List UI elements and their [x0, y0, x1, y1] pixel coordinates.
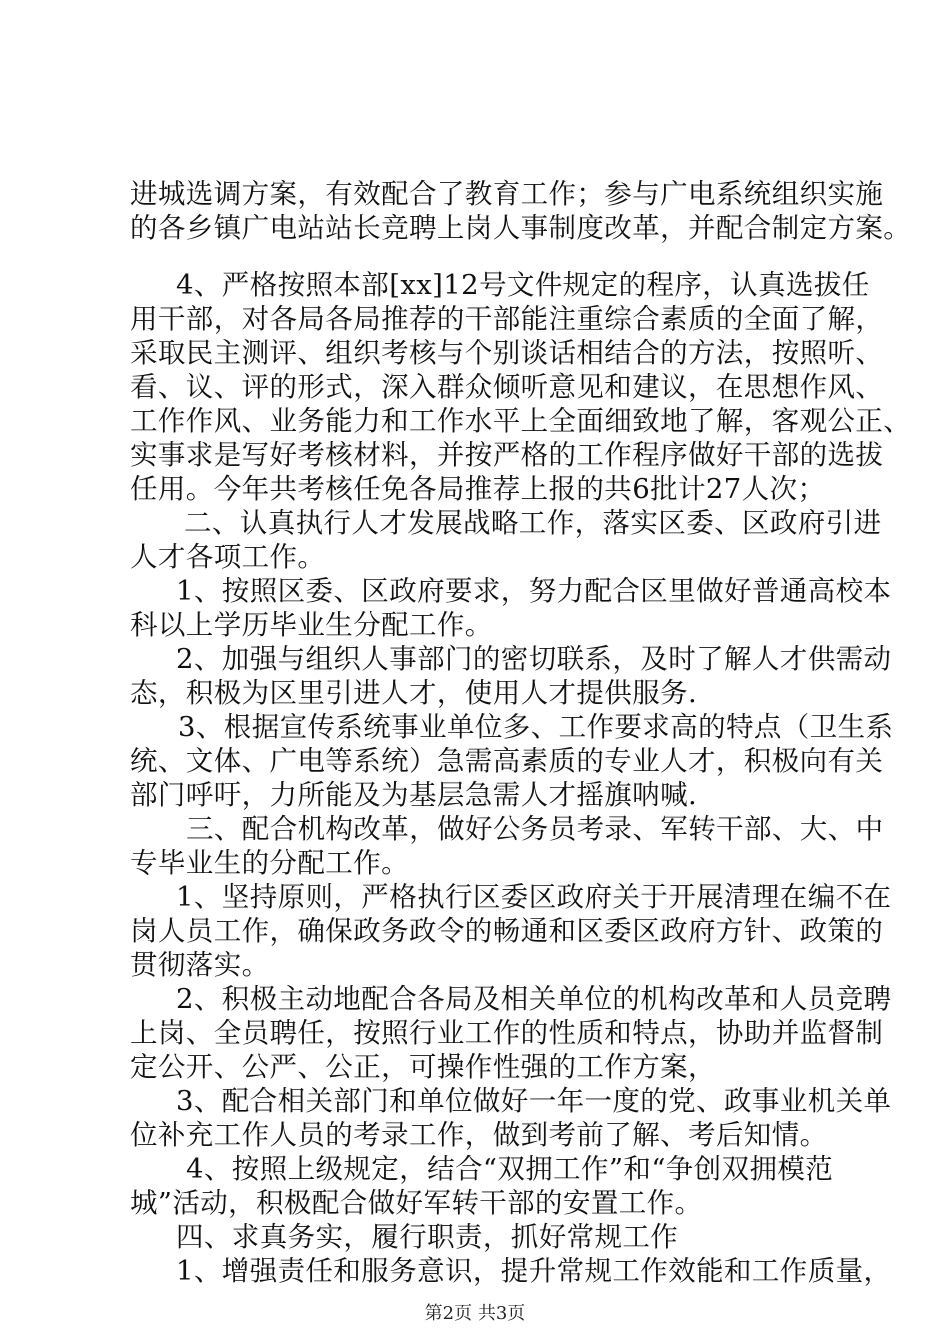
text-line: 1、按照区委、区政府要求，努力配合区里做好普通高校本 [176, 575, 892, 607]
text-line: 上岗、全员聘任，按照行业工作的性质和特点，协助并监督制 [130, 1017, 884, 1049]
section-heading: 四、求真务实，履行职责，抓好常规工作 [176, 1221, 679, 1253]
text-line: 任用。今年共考核任免各局推荐上报的共6批计27人次； [130, 473, 826, 505]
section-heading: 三、配合机构改革，做好公务员考录、军转干部、大、中 [186, 813, 884, 845]
text-line: 岗人员工作，确保政务政令的畅通和区委区政府方针、政策的 [130, 915, 884, 947]
text-line: 看、议、评的形式，深入群众倾听意见和建议，在思想作风、 [130, 371, 884, 403]
text-line: 工作作风、业务能力和工作水平上全面细致地了解，客观公正、 [130, 405, 912, 437]
text-line: 4、严格按照本部[xx]12号文件规定的程序，认真选拔任 [176, 269, 870, 301]
text-line: 位补充工作人员的考录工作，做到考前了解、考后知情。 [130, 1119, 828, 1151]
text-line: 实事求是写好考核材料，并按严格的工作程序做好干部的选拔 [130, 439, 884, 471]
text-line: 部门呼吁，力所能及为基层急需人才摇旗呐喊. [130, 779, 698, 811]
text-line: 3、根据宣传系统事业单位多、工作要求高的特点（卫生系 [178, 711, 894, 743]
text-line: 2、积极主动地配合各局及相关单位的机构改革和人员竞聘 [176, 983, 892, 1015]
text-line: 科以上学历毕业生分配工作。 [130, 609, 493, 641]
text-line: 贯彻落实。 [130, 949, 270, 981]
text-line: 用干部，对各局各局推荐的干部能注重综合素质的全面了解， [130, 303, 884, 335]
text-line: 统、文体、广电等系统）急需高素质的专业人才，积极向有关 [130, 745, 884, 777]
text-line: 采取民主测评、组织考核与个别谈话相结合的方法，按照听、 [130, 337, 884, 369]
text-line: 进城选调方案，有效配合了教育工作；参与广电系统组织实施 [130, 178, 884, 210]
text-line: 2、加强与组织人事部门的密切联系，及时了解人才供需动 [176, 643, 892, 675]
text-line: 定公开、公严、公正，可操作性强的工作方案， [130, 1051, 716, 1083]
text-line: 3、配合相关部门和单位做好一年一度的党、政事业机关单 [176, 1085, 892, 1117]
section-heading: 二、认真执行人才发展战略工作，落实区委、区政府引进 [184, 507, 882, 539]
text-line: 人才各项工作。 [130, 541, 326, 573]
text-line: 态，积极为区里引进人才，使用人才提供服务. [130, 677, 698, 709]
text-line: 城”活动，积极配合做好军转干部的安置工作。 [130, 1187, 703, 1219]
text-line: 1、坚持原则，严格执行区委区政府关于开展清理在编不在 [176, 881, 892, 913]
text-line: 4、按照上级规定，结合“双拥工作”和“争创双拥模范 [186, 1153, 834, 1185]
text-line: 专毕业生的分配工作。 [130, 847, 409, 879]
text-line: 1、增强责任和服务意识，提升常规工作效能和工作质量， [176, 1255, 892, 1287]
text-line: 的各乡镇广电站站长竞聘上岗人事制度改革，并配合制定方案。 [130, 212, 912, 244]
page-footer: 第2页 共3页 [424, 1303, 526, 1324]
